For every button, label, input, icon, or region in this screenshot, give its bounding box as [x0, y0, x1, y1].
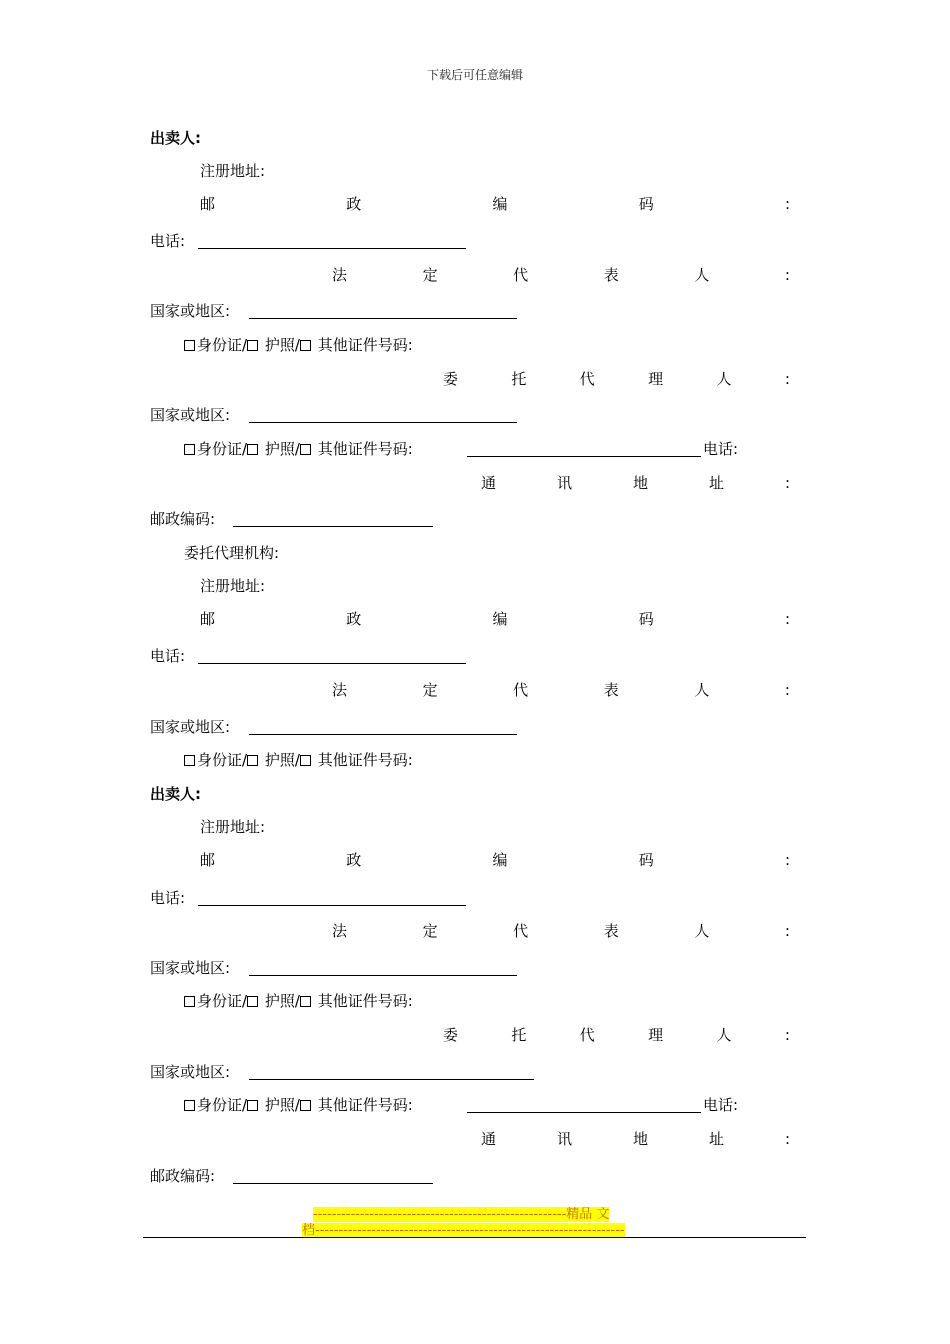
phone-field[interactable] [198, 663, 466, 664]
passport-checkbox[interactable] [247, 340, 258, 351]
id-type-row: 身份证/ 护照/ 其他证件号码: [184, 438, 413, 460]
country-field[interactable] [249, 1079, 534, 1080]
legal-rep-spread: 法 定 代 表 人 : [332, 681, 790, 699]
postal-code-spread: 邮 政 编 码 : [200, 610, 790, 628]
country-label: 国家或地区: [150, 959, 231, 977]
seller-label: 出卖人: [150, 129, 201, 147]
phone-label: 电话: [703, 1096, 739, 1114]
phone-label: 电话: [150, 889, 186, 907]
id-type-row: 身份证/ 护照/ 其他证件号码: [184, 749, 413, 771]
registered-address-label: 注册地址: [200, 162, 266, 180]
passport-checkbox[interactable] [247, 996, 258, 1007]
id-number-field[interactable] [467, 456, 701, 457]
passport-checkbox[interactable] [247, 755, 258, 766]
id-card-checkbox[interactable] [184, 996, 195, 1007]
country-label: 国家或地区: [150, 718, 231, 736]
postal-code-label: 邮政编码: [150, 1167, 216, 1185]
id-card-checkbox[interactable] [184, 755, 195, 766]
comm-address-spread: 通 讯 地 址 : [481, 474, 790, 492]
comm-address-spread: 通 讯 地 址 : [481, 1130, 790, 1148]
country-label: 国家或地区: [150, 302, 231, 320]
phone-label: 电话: [150, 232, 186, 250]
postal-code-label: 邮政编码: [150, 510, 216, 528]
id-type-row: 身份证/ 护照/ 其他证件号码: [184, 1094, 413, 1116]
agency-label: 委托代理机构: [184, 544, 280, 562]
postal-code-spread: 邮 政 编 码 : [200, 195, 790, 213]
legal-rep-spread: 法 定 代 表 人 : [332, 922, 790, 940]
postal-code-spread: 邮 政 编 码 : [200, 851, 790, 869]
phone-label: 电话: [150, 647, 186, 665]
country-field[interactable] [249, 422, 517, 423]
postal-code-field[interactable] [233, 1183, 433, 1184]
id-card-checkbox[interactable] [184, 1100, 195, 1111]
page-header: 下载后可任意编辑 [426, 68, 523, 82]
id-type-row: 身份证/ 护照/ 其他证件号码: [184, 334, 413, 356]
registered-address-label: 注册地址: [200, 818, 266, 836]
phone-label: 电话: [703, 440, 739, 458]
country-field[interactable] [249, 318, 517, 319]
id-card-checkbox[interactable] [184, 444, 195, 455]
passport-checkbox[interactable] [247, 1100, 258, 1111]
phone-field[interactable] [198, 248, 466, 249]
other-id-checkbox[interactable] [300, 1100, 311, 1111]
legal-rep-spread: 法 定 代 表 人 : [332, 266, 790, 284]
footer-line-2: 档------------------------------------------------------------------ [302, 1223, 625, 1238]
country-field[interactable] [249, 734, 517, 735]
other-id-checkbox[interactable] [300, 755, 311, 766]
country-field[interactable] [249, 975, 517, 976]
other-id-checkbox[interactable] [300, 996, 311, 1007]
registered-address-label: 注册地址: [200, 577, 266, 595]
other-id-checkbox[interactable] [300, 444, 311, 455]
country-label: 国家或地区: [150, 1063, 231, 1081]
id-card-checkbox[interactable] [184, 340, 195, 351]
id-type-row: 身份证/ 护照/ 其他证件号码: [184, 990, 413, 1012]
postal-code-field[interactable] [233, 526, 433, 527]
footer-line-1: ------------------------------------------------------精品 文 [313, 1207, 610, 1222]
footer-rule [143, 1237, 806, 1238]
agent-spread: 委 托 代 理 人 : [443, 1026, 790, 1044]
passport-checkbox[interactable] [247, 444, 258, 455]
id-number-field[interactable] [467, 1112, 701, 1113]
agent-spread: 委 托 代 理 人 : [443, 370, 790, 388]
other-id-checkbox[interactable] [300, 340, 311, 351]
country-label: 国家或地区: [150, 406, 231, 424]
seller-label: 出卖人: [150, 785, 201, 803]
phone-field[interactable] [198, 905, 466, 906]
